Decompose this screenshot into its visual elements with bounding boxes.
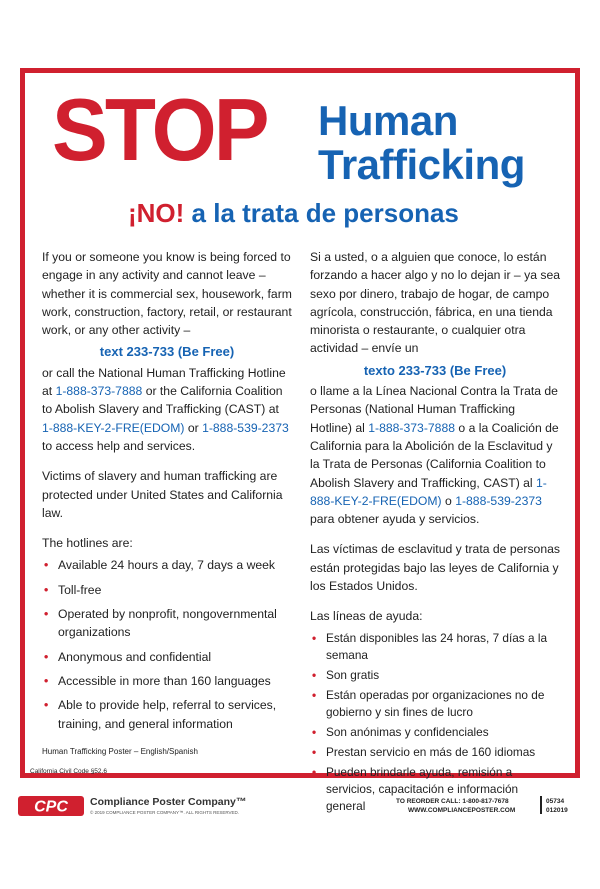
list-item	[42, 648, 292, 666]
spanish-protected: Las víctimas de esclavitud y trata de personas están protegidas bajo las leyes de California y los Estados Unidos.	[310, 542, 560, 594]
poster-codes	[546, 797, 568, 815]
english-text-line: text 233-733 (Be Free)	[99, 344, 235, 360]
list-item-text: Son anónimas y confidenciales	[326, 724, 489, 739]
list-item-text: Operated by nonprofit, nongovernmental organizations	[58, 607, 277, 640]
bullet-icon: •	[312, 630, 317, 645]
poster-caption: Human Trafficking Poster – English/Spanish	[42, 747, 198, 756]
bullet-icon: •	[312, 764, 317, 779]
list-item	[310, 687, 560, 721]
spanish-subheading-text: a la trata de personas	[184, 198, 459, 228]
heading-trafficking: Trafficking	[318, 141, 525, 188]
english-call-text-3: or	[184, 420, 203, 435]
spanish-hotlines-heading: Las líneas de ayuda:	[310, 609, 423, 624]
bullet-icon: •	[44, 649, 49, 664]
list-item-text: Están operadas por organizaciones no de gobierno y sin fines de lucro	[326, 687, 545, 719]
english-hotline-list	[42, 556, 292, 732]
spanish-phone-cast[interactable]: 1-888-539-2373	[455, 493, 542, 508]
list-item	[310, 744, 560, 761]
english-protected: Victims of slavery and human trafficking are protected under United States and California law.	[42, 469, 283, 520]
english-phone-cast-key[interactable]: 1-888-KEY-2-FRE(EDOM)	[42, 420, 185, 435]
spanish-call-paragraph	[310, 382, 560, 528]
poster-code: 05734	[546, 798, 565, 805]
footer-bar	[18, 795, 582, 821]
bullet-icon: •	[44, 698, 49, 713]
list-item	[310, 724, 560, 741]
spanish-call-text-2: o a la Coalición de California para la Abolición de la Esclavitud y la Trata de Personas (California Coalition to Abolish Slavery and Trafficking, CAST) al	[310, 420, 559, 490]
spanish-subheading	[128, 198, 459, 229]
list-item-text: Prestan servicio en más de 160 idiomas	[326, 744, 536, 759]
list-item	[310, 630, 560, 664]
cpc-logo-icon	[18, 796, 84, 816]
english-call-text-1: or call the National Human Trafficking Hotline at	[42, 365, 286, 399]
human-trafficking-heading	[318, 99, 525, 187]
list-item-text: Available 24 hours a day, 7 days a week	[58, 558, 276, 573]
list-item	[42, 672, 292, 690]
spanish-call-text-4: para obtener ayuda y servicios.	[310, 512, 480, 527]
list-item	[42, 696, 292, 733]
english-call-text-4: to access help and services.	[42, 438, 196, 453]
reorder-phone: TO REORDER CALL: 1-800-817-7678	[396, 798, 509, 805]
company-name: Compliance Poster Company™	[90, 796, 247, 808]
bullet-icon: •	[312, 724, 317, 739]
english-phone-cast[interactable]: 1-888-539-2373	[202, 420, 289, 435]
english-phone-hotline[interactable]: 1-888-373-7888	[55, 384, 143, 399]
list-item-text: Están disponibles las 24 horas, 7 días a la semana	[326, 630, 548, 662]
english-call-text-2: or the California Coalition to Abolish Slavery and Trafficking (CAST) at	[42, 384, 283, 417]
list-item-text: Son gratis	[326, 667, 380, 682]
bullet-icon: •	[312, 744, 317, 759]
english-intro: If you or someone you know is being forced to engage in any activity and cannot leave – whether it is commercial sex, housework, farm work, construction, factory, retail, or restaurant work, or any other activity –	[42, 250, 292, 338]
list-item-text: Able to provide help, referral to services, training, and general information	[58, 698, 277, 731]
spanish-phone-hotline[interactable]: 1-888-373-7888	[368, 420, 456, 435]
list-item	[42, 605, 292, 642]
list-item-text: Anonymous and confidential	[58, 649, 212, 664]
no-exclamation: ¡NO!	[128, 198, 185, 228]
bullet-icon: •	[44, 607, 49, 622]
cpc-logo-text: CPC	[34, 798, 68, 816]
bullet-icon: •	[44, 558, 49, 573]
english-call-paragraph	[42, 364, 292, 455]
list-item	[42, 581, 292, 599]
poster-date-code: 012019	[546, 807, 568, 814]
spanish-column	[310, 248, 560, 818]
bullet-icon: •	[44, 582, 49, 597]
website-link[interactable]: WWW.COMPLIANCEPOSTER.COM	[408, 807, 516, 814]
spanish-hotline-list	[310, 630, 560, 815]
bullet-icon: •	[312, 687, 317, 702]
reorder-info	[396, 797, 515, 815]
heading-human: Human	[318, 97, 458, 144]
stop-heading: STOP	[52, 80, 267, 179]
bullet-icon: •	[44, 673, 49, 688]
english-hotlines-heading: The hotlines are:	[42, 536, 133, 551]
copyright: © 2019 COMPLIANCE POSTER COMPANY™. ALL RIGHTS RESERVED.	[90, 810, 240, 815]
footer-divider	[540, 796, 542, 814]
list-item-text: Pueden brindarle ayuda, remisión a servicios, capacitación e información general	[326, 764, 519, 813]
spanish-call-text-3: o	[441, 493, 456, 508]
list-item	[310, 667, 560, 684]
spanish-intro: Si a usted, o a alguien que conoce, lo están forzando a hacer algo y no lo dejan ir – ya sea sexo por dinero, trabajo de hogar, de campo agrícola, construcción, fábrica, en una tienda minorista o restaurante, o cualquier otra actividad – envíe un	[310, 250, 561, 356]
list-item-text: Accessible in more than 160 languages	[58, 673, 271, 688]
spanish-phone-cast-key[interactable]: 1-888-KEY-2-FRE(EDOM)	[310, 475, 547, 508]
list-item-text: Toll-free	[58, 582, 102, 597]
english-column	[42, 248, 292, 739]
spanish-call-text-1: o llame a la Línea Nacional Contra la Trata de Personas (National Human Trafficking Hotline) al	[310, 384, 558, 435]
civil-code: California Civil Code §52.6	[30, 768, 107, 775]
list-item	[42, 556, 292, 574]
bullet-icon: •	[312, 667, 317, 682]
spanish-text-line: texto 233-733 (Be Free)	[363, 362, 507, 378]
